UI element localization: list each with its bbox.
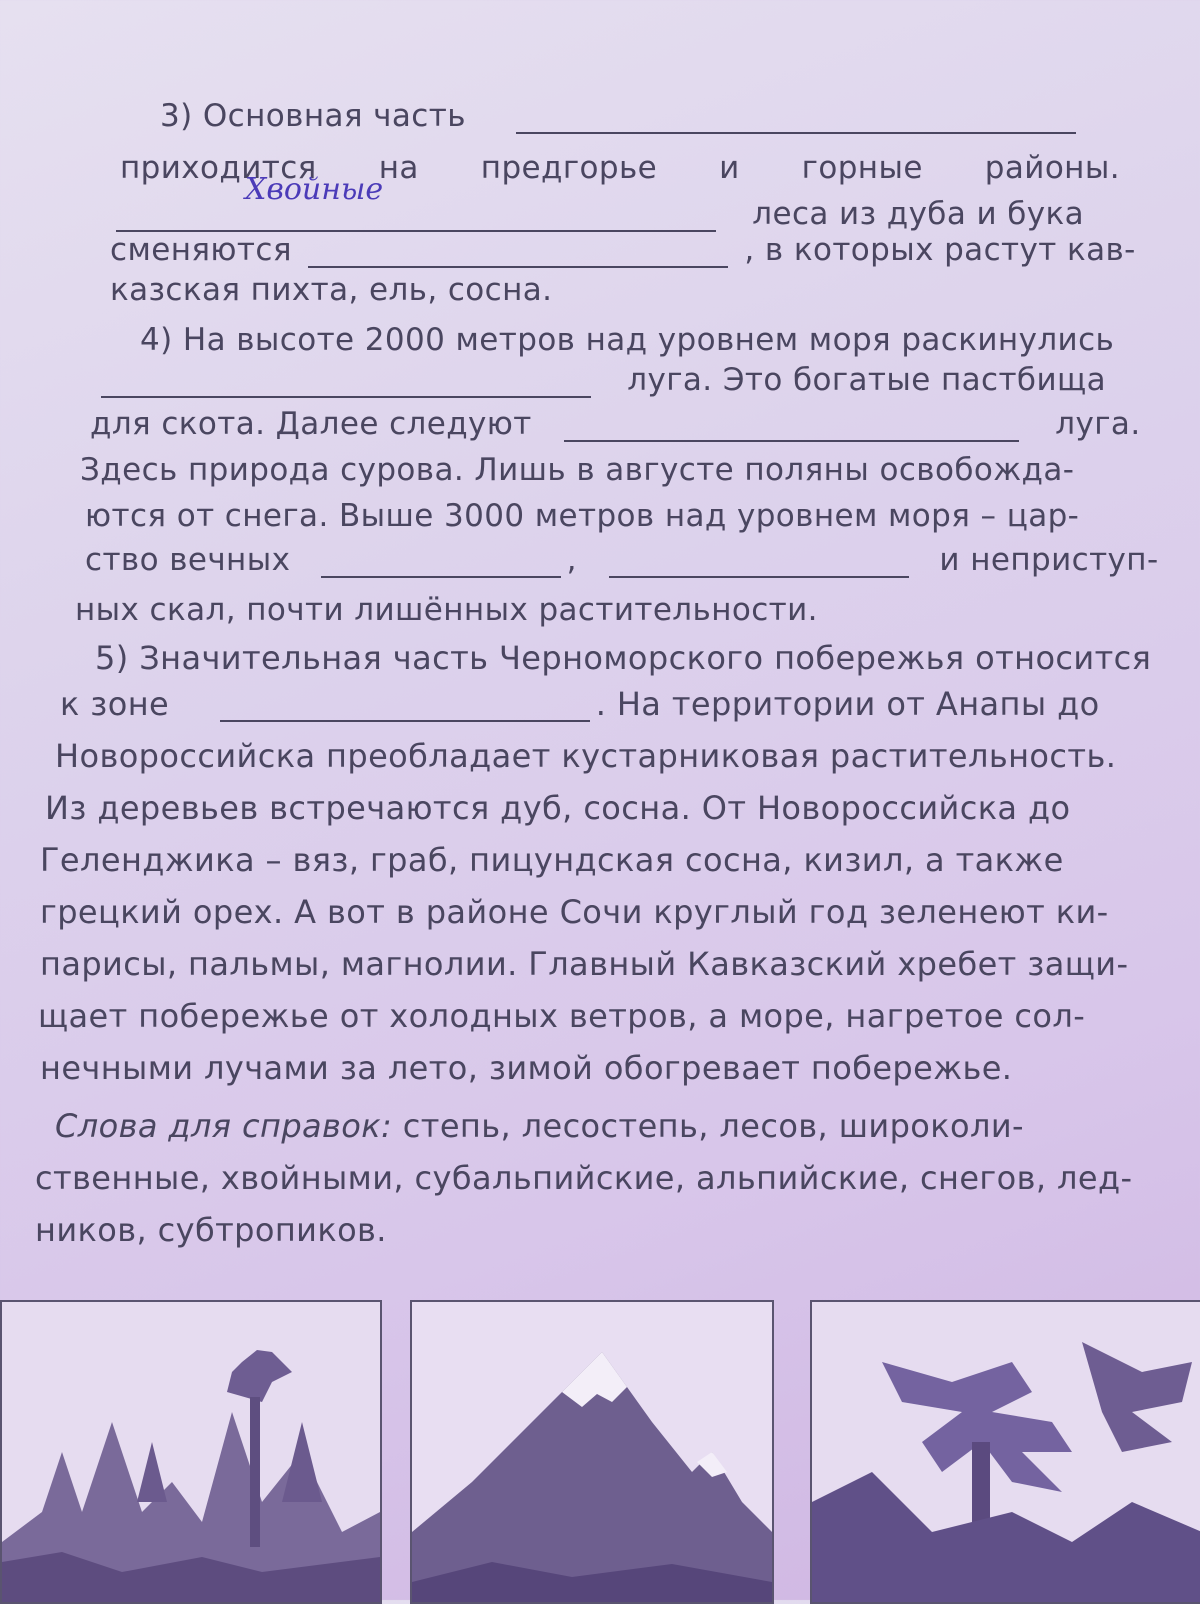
p3-word: предгорье xyxy=(480,150,658,186)
p3-line4 xyxy=(110,232,1136,268)
reference-label: Слова для справок: xyxy=(55,1107,393,1145)
p4-line1: 4) На высоте 2000 метров над уровнем моря раскинулись xyxy=(140,322,1115,358)
p4-line6-after: и неприступ- xyxy=(939,542,1159,578)
p3-word: на xyxy=(378,150,419,186)
answer-blank-1[interactable] xyxy=(516,108,1076,134)
answer-blank-4[interactable] xyxy=(101,372,591,398)
answer-blank-5[interactable] xyxy=(564,416,1019,442)
reference-words-1: степь, лесостепь, лесов, широколи- xyxy=(402,1107,1024,1145)
reference-line1 xyxy=(55,1108,1024,1144)
p3-line1 xyxy=(160,98,1082,134)
p4-line6-text: ство вечных xyxy=(85,542,291,578)
p4-line3-text: для скота. Далее следуют xyxy=(90,406,532,442)
answer-blank-3[interactable] xyxy=(308,242,728,268)
p5-line6: грецкий орех. А вот в районе Сочи круглый год зеленеют ки- xyxy=(40,893,1109,931)
p4-line3 xyxy=(90,406,1141,442)
p3-word: и xyxy=(719,150,740,186)
p5-line1: 5) Значительная часть Черноморского побережья относится xyxy=(95,639,1152,677)
p4-line4: Здесь природа сурова. Лишь в августе поляны освобожда- xyxy=(80,452,1075,488)
p3-word: районы. xyxy=(984,150,1120,186)
p3-line3-text: леса из дуба и бука xyxy=(752,196,1085,232)
answer-blank-6[interactable] xyxy=(321,552,561,578)
answer-blank-7[interactable] xyxy=(609,552,909,578)
palm-illustration xyxy=(810,1300,1200,1604)
p4-line2-text: луга. Это богатые пастбища xyxy=(627,362,1106,398)
p4-line2 xyxy=(95,362,1106,398)
p5-line4: Из деревьев встречаются дуб, сосна. От Новороссийска до xyxy=(45,789,1071,827)
forest-svg xyxy=(2,1302,380,1602)
p5-line2-text: к зоне xyxy=(60,685,170,723)
p3-line1-text: 3) Основная часть xyxy=(160,98,466,134)
forest-illustration xyxy=(0,1300,382,1604)
comma: , xyxy=(566,542,577,578)
mountain-svg xyxy=(412,1302,772,1602)
p5-line3: Новороссийска преобладает кустарниковая растительность. xyxy=(55,737,1117,775)
answer-blank-8[interactable] xyxy=(220,696,590,722)
p4-line5: ются от снега. Выше 3000 метров над уровнем моря – цар- xyxy=(85,498,1080,534)
reference-line2: ственные, хвойными, субальпийские, альпийские, снегов, лед- xyxy=(35,1159,1133,1197)
p3-word: горные xyxy=(801,150,923,186)
p3-line5: казская пихта, ель, сосна. xyxy=(110,272,553,308)
mountain-illustration xyxy=(410,1300,774,1604)
palm-svg xyxy=(812,1302,1200,1602)
reference-line3: ников, субтропиков. xyxy=(35,1211,387,1249)
p3-line4-after: , в которых растут кав- xyxy=(744,232,1136,268)
p3-word: приходится xyxy=(120,150,317,186)
p5-line9: нечными лучами за лето, зимой обогревает побережье. xyxy=(40,1049,1013,1087)
answer-blank-2[interactable] xyxy=(116,206,716,232)
p5-line2-after: . На территории от Анапы до xyxy=(595,685,1100,723)
p5-line8: щает побережье от холодных ветров, а море, нагретое сол- xyxy=(38,997,1086,1035)
p4-line6 xyxy=(85,542,1159,578)
p5-line7: парисы, пальмы, магнолии. Главный Кавказский хребет защи- xyxy=(40,945,1129,983)
p4-line3-after: луга. xyxy=(1055,406,1141,442)
p5-line5: Геленджика – вяз, граб, пицундская сосна, кизил, а также xyxy=(40,841,1064,879)
handwritten-answer: Хвойные xyxy=(245,172,384,207)
p3-line4-text: сменяются xyxy=(110,232,292,268)
p4-line7: ных скал, почти лишённых растительности. xyxy=(75,592,818,628)
p5-line2 xyxy=(60,686,1100,722)
